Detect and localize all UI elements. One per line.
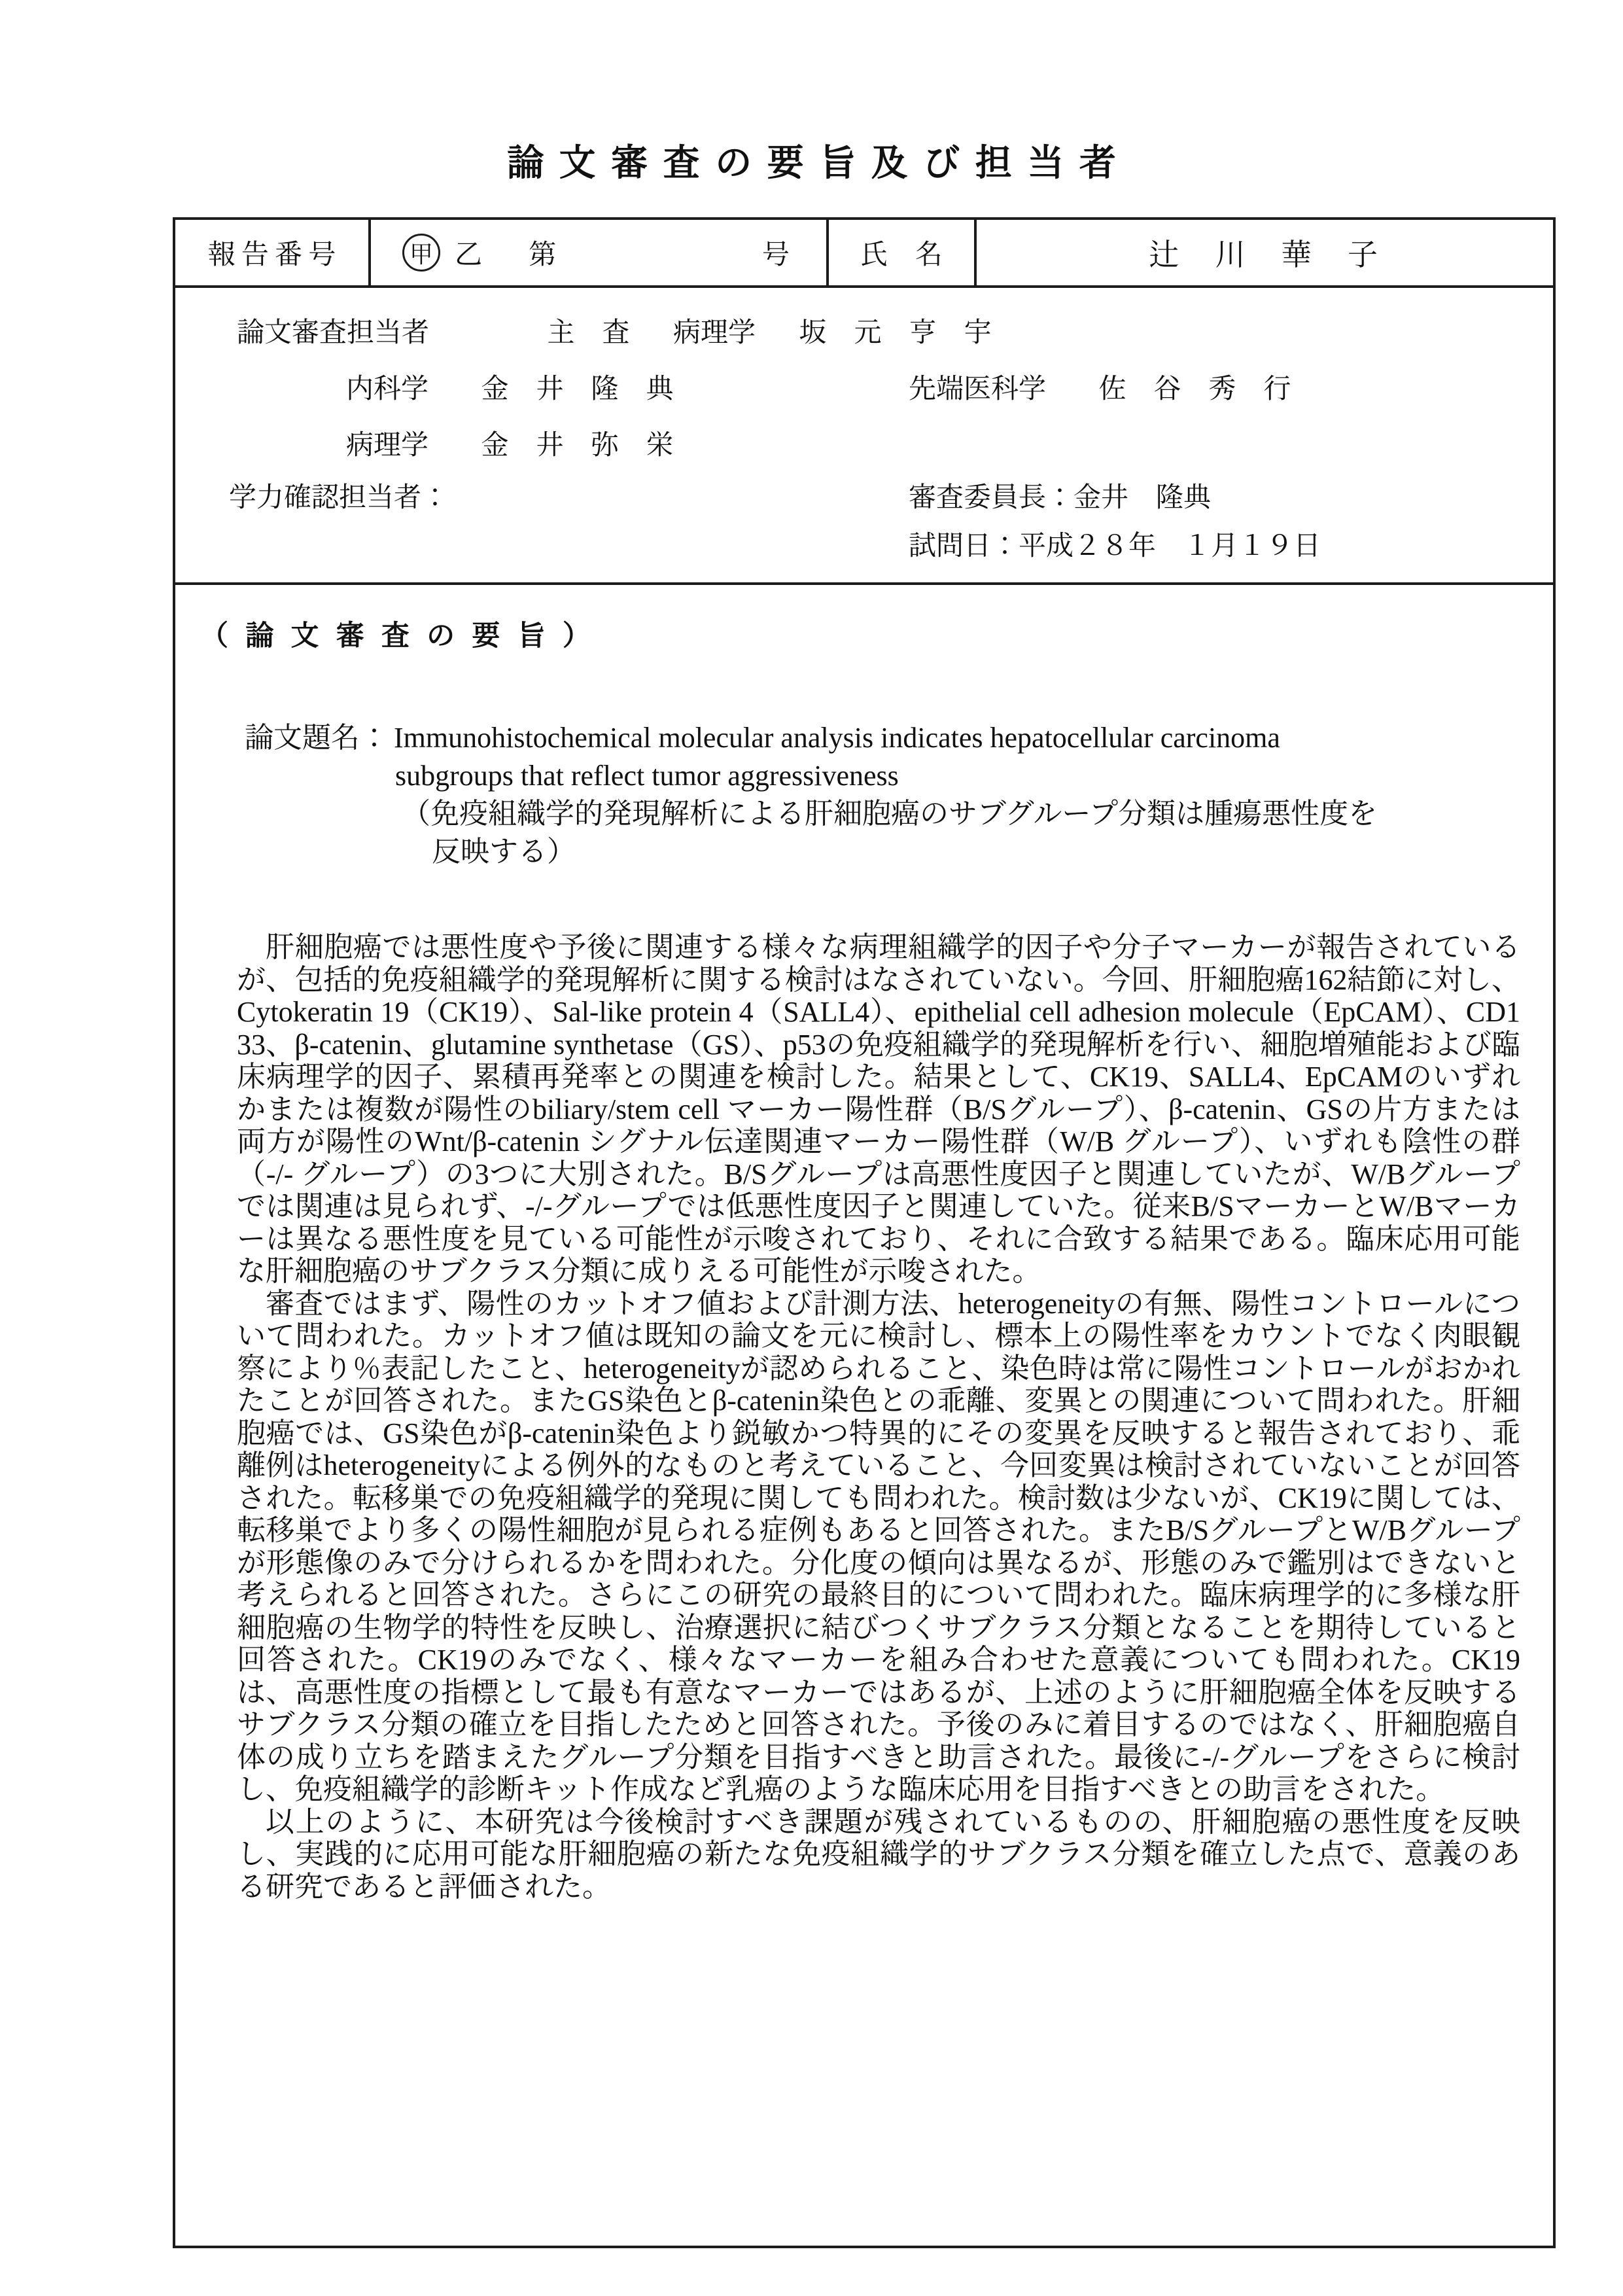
report-number-label: 報告番号 (175, 220, 371, 285)
thesis-title-block (245, 719, 1553, 871)
header-table-row (175, 220, 1553, 288)
examiner-field: 先端医科学 (909, 374, 1047, 404)
committee-row-5 (175, 522, 1553, 571)
body-paragraph: 審査ではまず、陽性のカットオフ値および計測方法、heterogeneityの有無、陽性コントロールについて問われた。カットオフ値は既知の論文を元に検討し、標本上の陽性率をカウントでなく肉眼観察により％表記したこと、heterogeneityが認められること、染色時は常に陽性コントロールがおかれたことが回答された。またGS染色とβ-catenin染色との乖離、変異との関連について問われた。肝細胞癌では、GS染色がβ-catenin染色より鋭敏かつ特異的にその変異を反映すると報告されており、乖離例はheterogeneityによる例外的なものと考えていること、今回変異は検討されていないことが回答された。転移巣での免疫組織学的発現に関しても問われた。検討数は少ないが、CK19に関しては、転移巣でより多くの陽性細胞が見られる症例もあると回答された。またB/SグループとW/Bグループが形態像のみで分けられるかを問われた。分化度の傾向は異なるが、形態のみで鑑別はできないと考えられると回答された。さらにこの研究の最終目的について問われた。臨床病理学的に多様な肝細胞癌の生物学的特性を反映し、治療選択に結びつくサブクラス分類となることを期待していると回答された。CK19のみでなく、様々なマーカーを組み合わせた意義についても問われた。CK19は、高悪性度の指標として最も有意なマーカーではあるが、上述のように肝細胞癌全体を反映するサブクラス分類の確立を目指したためと回答された。予後のみに着目するのではなく、肝細胞癌自体の成り立ちを踏まえたグループ分類を目指すべきと助言された。最後に-/-グループをさらに検討し、免疫組織学的診断キット作成など乳癌のような臨床応用を目指すべきとの助言をされた。 (237, 1287, 1520, 1805)
thesis-title-en-line2: subgroups that reflect tumor aggressiveness (395, 760, 899, 792)
summary-heading: （ 論 文 審 査 の 要 旨 ） (200, 621, 596, 652)
committee-section (175, 288, 1553, 585)
body-paragraph: 以上のように、本研究は今後検討すべき課題が残されているものの、肝細胞癌の悪性度を反映し、実践的に応用可能な肝細胞癌の新たな免疫組織学的サブクラス分類を確立した点で、意義のある研究であると評価された。 (237, 1805, 1520, 1903)
committee-row-2 (175, 361, 1553, 417)
examiner-field: 内科学 (346, 374, 429, 404)
thesis-title-ja-line1: （免疫組織学的発現解析による肝細胞癌のサブグループ分類は腫瘍悪性度を (402, 798, 1378, 830)
examiner-right-group (909, 361, 1291, 417)
gou-label: 号 (761, 240, 790, 270)
chief-examiner-name: 坂 元 亨 宇 (799, 318, 992, 348)
report-number-cell (371, 220, 829, 285)
examiner-name: 金 井 隆 典 (481, 374, 674, 404)
chief-examiner-field: 病理学 (673, 318, 756, 348)
report-number-left-group (402, 233, 566, 272)
document-frame (173, 217, 1556, 2248)
exam-date: 試問日：平成２８年 １月１９日 (909, 531, 1321, 561)
examiner-name: 佐 谷 秀 行 (1098, 374, 1291, 404)
page-title: 論文審査の要旨及び担当者 (507, 143, 1132, 184)
committee-row-3 (175, 417, 1553, 474)
examiner-name: 金 井 弥 栄 (481, 431, 674, 461)
academic-check-label: 学力確認担当者： (229, 483, 449, 513)
review-summary-body (237, 931, 1520, 1903)
thesis-title-ja-line2: 反映する） (432, 836, 576, 868)
kou-circled-mark: 甲 (402, 234, 440, 272)
summary-section (175, 585, 1553, 2246)
examiner-field: 病理学 (346, 431, 429, 461)
chief-examiner-role: 主 査 (547, 318, 630, 348)
thesis-title-en-line1: Immunohistochemical molecular analysis indicates hepatocellular carcinoma (394, 722, 1280, 754)
committee-chair: 審査委員長：金井 隆典 (909, 483, 1212, 513)
name-label: 氏 名 (829, 220, 977, 285)
examinee-name: 辻 川 華 子 (1149, 238, 1381, 272)
committee-row-4 (175, 474, 1553, 522)
examiners-label: 論文審査担当者 (237, 318, 430, 348)
otsu-dai-label: 乙 第 (455, 240, 567, 270)
body-paragraph: 肝細胞癌では悪性度や予後に関連する様々な病理組織学的因子や分子マーカーが報告されているが、包括的免疫組織学的発現解析に関する検討はなされていない。今回、肝細胞癌162結節に対し、Cytokeratin 19（CK19）、Sal-like protein 4（SALL4）、epithelial cell adhesion molecule（EpCAM）、CD133、β-catenin、glutamine synthetase（GS）、p53の免疫組織学的発現解析を行い、細胞増殖能および臨床病理学的因子、累積再発率との関連を検討した。結果として、CK19、SALL4、EpCAMのいずれかまたは複数が陽性のbiliary/stem cell マーカー陽性群（B/Sグループ）、β-catenin、GSの片方または両方が陽性のWnt/β-catenin シグナル伝達関連マーカー陽性群（W/B グループ）、いずれも陰性の群（-/- グループ）の3つに大別された。B/Sグループは高悪性度因子と関連していたが、W/Bグループでは関連は見られず、-/-グループでは低悪性度因子と関連していた。従来B/SマーカーとW/Bマーカーは異なる悪性度を見ている可能性が示唆されており、それに合致する結果である。臨床応用可能な肝細胞癌のサブクラス分類に成りえる可能性が示唆された。 (237, 931, 1520, 1287)
thesis-title-label: 論文題名： (245, 722, 389, 754)
committee-row-chief (175, 305, 1553, 361)
thesis-title-lines (394, 719, 1377, 871)
